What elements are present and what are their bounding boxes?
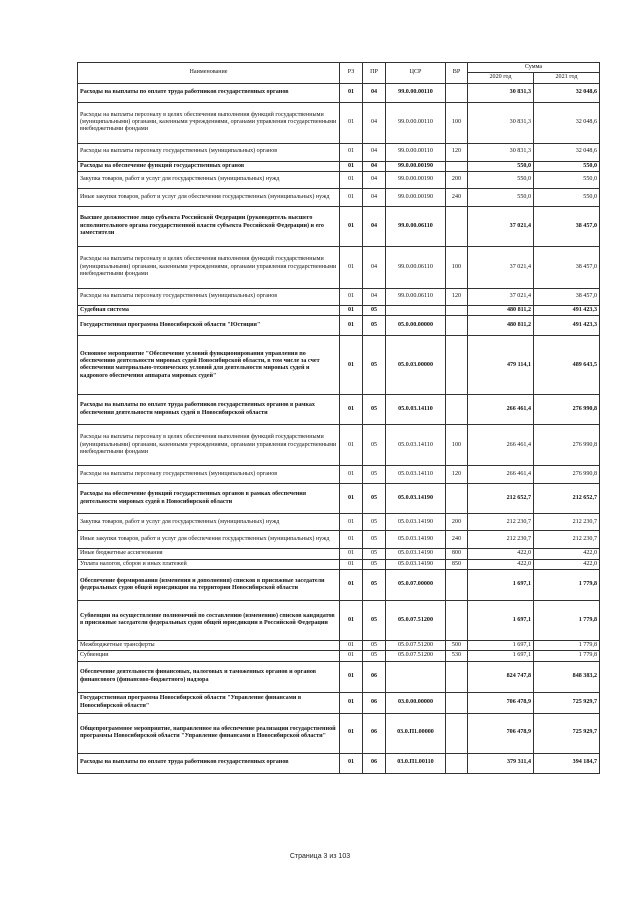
row-2020-cell: 706 478,9 <box>468 713 534 753</box>
table-row <box>78 395 600 425</box>
row-vr-cell: 120 <box>446 466 468 484</box>
row-2020-cell: 706 478,9 <box>468 692 534 713</box>
row-2021-cell: 394 184,7 <box>534 753 600 773</box>
header-csr: ЦСР <box>386 63 446 84</box>
row-name-cell: Уплата налогов, сборов и иных платежей <box>78 559 340 569</box>
row-2020-cell: 212 230,7 <box>468 531 534 549</box>
row-2021-cell: 276 990,8 <box>534 425 600 466</box>
row-2020-cell: 480 811,2 <box>468 305 534 315</box>
row-name-cell: Закупка товаров, работ и услуг для государственных (муниципальных) нужд <box>78 514 340 531</box>
row-2021-cell: 550,0 <box>534 161 600 171</box>
row-pr-cell: 06 <box>363 692 386 713</box>
table-body <box>78 83 600 773</box>
row-name-cell: Расходы на выплаты по оплате труда работников государственных органов <box>78 753 340 773</box>
row-vr-cell: 100 <box>446 425 468 466</box>
row-pr-cell: 05 <box>363 569 386 600</box>
row-pr-cell: 04 <box>363 171 386 188</box>
row-csr-cell: 05.0.03.14190 <box>386 559 446 569</box>
table-row <box>78 713 600 753</box>
row-2020-cell: 550,0 <box>468 171 534 188</box>
row-name-cell: Государственная программа Новосибирской области "Юстиция" <box>78 316 340 336</box>
row-2020-cell: 37 021,4 <box>468 288 534 305</box>
row-csr-cell: 05.0.03.14190 <box>386 484 446 514</box>
table-row <box>78 316 600 336</box>
row-csr-cell: 05.0.00.00000 <box>386 316 446 336</box>
row-pr-cell: 04 <box>363 188 386 206</box>
table-row <box>78 531 600 549</box>
header-year-2020: 2020 год <box>468 73 534 83</box>
table-row <box>78 514 600 531</box>
row-csr-cell: 99.0.00.00110 <box>386 83 446 102</box>
row-vr-cell <box>446 692 468 713</box>
table-row <box>78 559 600 569</box>
row-name-cell: Расходы на выплаты персоналу в целях обеспечения выполнения функций государственными (муниципальными) органами, казенными учреждениями, органами управления государственными внебюджетными фондами <box>78 425 340 466</box>
row-name-cell: Расходы на выплаты персоналу в целях обеспечения выполнения функций государственными (муниципальными) органами, казенными учреждениями, органами управления государственными внебюджетными фондами <box>78 102 340 143</box>
row-2021-cell: 1 779,8 <box>534 640 600 650</box>
table-row <box>78 466 600 484</box>
row-pr-cell: 05 <box>363 466 386 484</box>
row-2021-cell: 276 990,8 <box>534 395 600 425</box>
row-pr-cell: 05 <box>363 316 386 336</box>
table-row <box>78 569 600 600</box>
table-row <box>78 484 600 514</box>
row-pr-cell: 05 <box>363 336 386 395</box>
row-2021-cell: 212 652,7 <box>534 484 600 514</box>
row-2021-cell: 550,0 <box>534 188 600 206</box>
row-pr-cell: 05 <box>363 600 386 640</box>
row-rz-cell: 01 <box>340 246 363 288</box>
row-vr-cell: 200 <box>446 514 468 531</box>
row-pr-cell: 05 <box>363 640 386 650</box>
row-vr-cell: 240 <box>446 188 468 206</box>
row-vr-cell: 100 <box>446 102 468 143</box>
row-vr-cell <box>446 83 468 102</box>
table-row <box>78 692 600 713</box>
row-vr-cell: 200 <box>446 171 468 188</box>
row-rz-cell: 01 <box>340 188 363 206</box>
row-pr-cell: 05 <box>363 531 386 549</box>
row-csr-cell: 05.0.03.14110 <box>386 395 446 425</box>
row-2020-cell: 1 697,1 <box>468 640 534 650</box>
row-name-cell: Расходы на выплаты персоналу в целях обеспечения выполнения функций государственными (муниципальными) органами, казенными учреждениями, органами управления государственными внебюджетными фондами <box>78 246 340 288</box>
row-vr-cell <box>446 484 468 514</box>
row-csr-cell: 05.0.07.00000 <box>386 569 446 600</box>
page-footer <box>0 853 640 860</box>
row-name-cell: Обеспечение формирования (изменения и дополнения) списков в присяжные заседатели федеральных судов общей юрисдикции на территории Новосибирской области <box>78 569 340 600</box>
table-row <box>78 661 600 692</box>
table-row <box>78 83 600 102</box>
row-2021-cell: 38 457,0 <box>534 288 600 305</box>
row-2020-cell: 266 461,4 <box>468 425 534 466</box>
row-vr-cell <box>446 600 468 640</box>
row-2020-cell: 422,0 <box>468 549 534 559</box>
row-pr-cell: 05 <box>363 305 386 315</box>
page-number-label: Страница 3 из 103 <box>289 853 351 860</box>
row-name-cell: Расходы на выплаты персоналу государственных (муниципальных) органов <box>78 466 340 484</box>
row-2020-cell: 479 114,1 <box>468 336 534 395</box>
row-rz-cell: 01 <box>340 395 363 425</box>
row-csr-cell: 99.0.00.00190 <box>386 171 446 188</box>
row-rz-cell: 01 <box>340 559 363 569</box>
row-2020-cell: 379 311,4 <box>468 753 534 773</box>
row-2020-cell: 30 831,3 <box>468 83 534 102</box>
row-csr-cell: 05.0.03.14190 <box>386 531 446 549</box>
row-pr-cell: 06 <box>363 661 386 692</box>
row-vr-cell: 500 <box>446 640 468 650</box>
row-rz-cell: 01 <box>340 514 363 531</box>
row-2020-cell: 37 021,4 <box>468 246 534 288</box>
row-2020-cell: 422,0 <box>468 559 534 569</box>
table-row <box>78 143 600 161</box>
row-rz-cell: 01 <box>340 102 363 143</box>
row-pr-cell: 05 <box>363 559 386 569</box>
row-2020-cell: 550,0 <box>468 188 534 206</box>
row-pr-cell: 05 <box>363 549 386 559</box>
table-row <box>78 600 600 640</box>
row-csr-cell: 05.0.03.00000 <box>386 336 446 395</box>
row-vr-cell: 100 <box>446 246 468 288</box>
row-rz-cell: 01 <box>340 206 363 246</box>
row-name-cell: Расходы на выплаты персоналу государственных (муниципальных) органов <box>78 288 340 305</box>
row-pr-cell: 05 <box>363 395 386 425</box>
row-rz-cell: 01 <box>340 83 363 102</box>
row-rz-cell: 01 <box>340 753 363 773</box>
row-csr-cell: 99.0.00.06110 <box>386 246 446 288</box>
row-2020-cell: 266 461,4 <box>468 466 534 484</box>
row-csr-cell: 05.0.03.14190 <box>386 549 446 559</box>
table-row <box>78 336 600 395</box>
row-vr-cell: 530 <box>446 651 468 661</box>
row-csr-cell: 99.0.00.00110 <box>386 102 446 143</box>
row-rz-cell: 01 <box>340 425 363 466</box>
row-name-cell: Расходы на выплаты по оплате труда работников государственных органов <box>78 83 340 102</box>
row-vr-cell: 120 <box>446 288 468 305</box>
row-rz-cell: 01 <box>340 171 363 188</box>
row-2020-cell: 266 461,4 <box>468 395 534 425</box>
row-2021-cell: 1 779,8 <box>534 600 600 640</box>
table-row <box>78 425 600 466</box>
table-row <box>78 753 600 773</box>
header-year-2021: 2021 год <box>534 73 600 83</box>
row-name-cell: Расходы на обеспечение функций государственных органов в рамках обеспечения деятельности мировых судей в Новосибирской области <box>78 484 340 514</box>
row-2021-cell: 276 990,8 <box>534 466 600 484</box>
row-name-cell: Судебная система <box>78 305 340 315</box>
header-sum: Сумма <box>468 63 600 73</box>
row-2021-cell: 725 929,7 <box>534 692 600 713</box>
row-vr-cell <box>446 661 468 692</box>
row-rz-cell: 01 <box>340 143 363 161</box>
row-csr-cell: 05.0.07.51200 <box>386 651 446 661</box>
row-rz-cell: 01 <box>340 531 363 549</box>
table-row <box>78 288 600 305</box>
row-2021-cell: 38 457,0 <box>534 246 600 288</box>
row-rz-cell: 01 <box>340 569 363 600</box>
row-rz-cell: 01 <box>340 316 363 336</box>
row-rz-cell: 01 <box>340 305 363 315</box>
row-rz-cell: 01 <box>340 484 363 514</box>
row-rz-cell: 01 <box>340 466 363 484</box>
row-csr-cell: 03.0.00.00000 <box>386 692 446 713</box>
row-2020-cell: 37 021,4 <box>468 206 534 246</box>
row-pr-cell: 06 <box>363 753 386 773</box>
row-csr-cell: 05.0.03.14110 <box>386 425 446 466</box>
row-vr-cell: 850 <box>446 559 468 569</box>
header-rz: РЗ <box>340 63 363 84</box>
header-vr: ВР <box>446 63 468 84</box>
row-pr-cell: 04 <box>363 206 386 246</box>
row-rz-cell: 01 <box>340 336 363 395</box>
row-name-cell: Обеспечение деятельности финансовых, налоговых и таможенных органов и органов финансового (финансово-бюджетного) надзора <box>78 661 340 692</box>
row-csr-cell: 03.0.П1.00000 <box>386 713 446 753</box>
row-name-cell: Иные бюджетные ассигнования <box>78 549 340 559</box>
row-2020-cell: 30 831,3 <box>468 102 534 143</box>
row-2021-cell: 725 929,7 <box>534 713 600 753</box>
row-2021-cell: 32 048,6 <box>534 83 600 102</box>
row-rz-cell: 01 <box>340 713 363 753</box>
row-csr-cell: 03.0.П1.00110 <box>386 753 446 773</box>
row-pr-cell: 04 <box>363 246 386 288</box>
row-vr-cell <box>446 713 468 753</box>
row-2020-cell: 480 811,2 <box>468 316 534 336</box>
row-csr-cell: 99.0.00.06110 <box>386 288 446 305</box>
row-2020-cell: 824 747,8 <box>468 661 534 692</box>
row-csr-cell: 99.0.00.06110 <box>386 206 446 246</box>
row-2020-cell: 550,0 <box>468 161 534 171</box>
row-name-cell: Расходы на обеспечение функций государственных органов <box>78 161 340 171</box>
row-csr-cell <box>386 661 446 692</box>
row-name-cell: Закупка товаров, работ и услуг для государственных (муниципальных) нужд <box>78 171 340 188</box>
row-name-cell: Общепрограммное мероприятие, направленное на обеспечение реализации государственной программы Новосибирской области "Управление финансами в Новосибирской области" <box>78 713 340 753</box>
row-rz-cell: 01 <box>340 692 363 713</box>
row-name-cell: Межбюджетные трансферты <box>78 640 340 650</box>
row-2020-cell: 212 230,7 <box>468 514 534 531</box>
row-name-cell: Основное мероприятие "Обеспечение условий функционирования управления по обеспечению деятельности мировых судей Новосибирской области, в том числе за счет обеспечения материально-технических условий для деятельности мировых судей и кадрового обеспечения аппарата мировых судей" <box>78 336 340 395</box>
row-vr-cell: 120 <box>446 143 468 161</box>
row-name-cell: Субвенции <box>78 651 340 661</box>
row-pr-cell: 04 <box>363 161 386 171</box>
row-vr-cell <box>446 161 468 171</box>
row-2020-cell: 30 831,3 <box>468 143 534 161</box>
row-pr-cell: 05 <box>363 514 386 531</box>
row-2021-cell: 550,0 <box>534 171 600 188</box>
row-pr-cell: 04 <box>363 143 386 161</box>
row-vr-cell <box>446 569 468 600</box>
table-row <box>78 206 600 246</box>
table-row <box>78 188 600 206</box>
row-vr-cell: 240 <box>446 531 468 549</box>
row-name-cell: Иные закупки товаров, работ и услуг для обеспечения государственных (муниципальных) нужд <box>78 188 340 206</box>
row-rz-cell: 01 <box>340 288 363 305</box>
row-rz-cell: 01 <box>340 651 363 661</box>
row-vr-cell <box>446 305 468 315</box>
row-2021-cell: 422,0 <box>534 549 600 559</box>
row-vr-cell <box>446 753 468 773</box>
row-csr-cell <box>386 305 446 315</box>
row-vr-cell <box>446 316 468 336</box>
row-pr-cell: 05 <box>363 484 386 514</box>
table-row <box>78 305 600 315</box>
row-csr-cell: 99.0.00.00110 <box>386 143 446 161</box>
table-row <box>78 651 600 661</box>
row-rz-cell: 01 <box>340 161 363 171</box>
row-pr-cell: 06 <box>363 713 386 753</box>
row-pr-cell: 04 <box>363 83 386 102</box>
row-csr-cell: 05.0.07.51200 <box>386 600 446 640</box>
row-csr-cell: 05.0.07.51200 <box>386 640 446 650</box>
row-name-cell: Расходы на выплаты по оплате труда работников государственных органов в рамках обеспечения деятельности мировых судей в Новосибирской области <box>78 395 340 425</box>
header-pr: ПР <box>363 63 386 84</box>
row-rz-cell: 01 <box>340 640 363 650</box>
table-row <box>78 171 600 188</box>
row-2020-cell: 212 652,7 <box>468 484 534 514</box>
row-csr-cell: 99.0.00.00190 <box>386 161 446 171</box>
row-2021-cell: 848 383,2 <box>534 661 600 692</box>
row-name-cell: Иные закупки товаров, работ и услуг для обеспечения государственных (муниципальных) нужд <box>78 531 340 549</box>
table-row <box>78 246 600 288</box>
row-2021-cell: 422,0 <box>534 559 600 569</box>
row-2021-cell: 38 457,0 <box>534 206 600 246</box>
header-name: Наименование <box>78 63 340 84</box>
budget-table <box>77 62 600 774</box>
row-2021-cell: 1 779,8 <box>534 569 600 600</box>
row-2021-cell: 491 423,3 <box>534 305 600 315</box>
row-name-cell: Расходы на выплаты персоналу государственных (муниципальных) органов <box>78 143 340 161</box>
table-row <box>78 640 600 650</box>
row-pr-cell: 05 <box>363 651 386 661</box>
row-pr-cell: 04 <box>363 288 386 305</box>
row-vr-cell <box>446 395 468 425</box>
row-csr-cell: 05.0.03.14110 <box>386 466 446 484</box>
row-pr-cell: 05 <box>363 425 386 466</box>
table-row <box>78 549 600 559</box>
row-2020-cell: 1 697,1 <box>468 651 534 661</box>
row-name-cell: Субвенции на осуществление полномочий по составлению (изменению) списков кандидатов в присяжные заседатели федеральных судов общей юрисдикции в Российской Федерации <box>78 600 340 640</box>
table-row <box>78 161 600 171</box>
row-2021-cell: 212 230,7 <box>534 514 600 531</box>
row-pr-cell: 04 <box>363 102 386 143</box>
row-name-cell: Высшее должностное лицо субъекта Российской Федерации (руководитель высшего исполнительного органа государственной власти субъекта Российской Федерации) и его заместители <box>78 206 340 246</box>
row-vr-cell: 800 <box>446 549 468 559</box>
row-2020-cell: 1 697,1 <box>468 600 534 640</box>
row-rz-cell: 01 <box>340 661 363 692</box>
row-2021-cell: 489 643,5 <box>534 336 600 395</box>
row-2021-cell: 32 048,6 <box>534 143 600 161</box>
row-rz-cell: 01 <box>340 600 363 640</box>
row-rz-cell: 01 <box>340 549 363 559</box>
row-vr-cell <box>446 206 468 246</box>
row-2021-cell: 212 230,7 <box>534 531 600 549</box>
row-2021-cell: 1 779,8 <box>534 651 600 661</box>
row-vr-cell <box>446 336 468 395</box>
row-2020-cell: 1 697,1 <box>468 569 534 600</box>
row-csr-cell: 05.0.03.14190 <box>386 514 446 531</box>
row-name-cell: Государственная программа Новосибирской области "Управление финансами в Новосибирской области" <box>78 692 340 713</box>
table-row <box>78 102 600 143</box>
row-csr-cell: 99.0.00.00190 <box>386 188 446 206</box>
row-2021-cell: 491 423,3 <box>534 316 600 336</box>
budget-table-sheet <box>77 62 599 774</box>
row-2021-cell: 32 048,6 <box>534 102 600 143</box>
